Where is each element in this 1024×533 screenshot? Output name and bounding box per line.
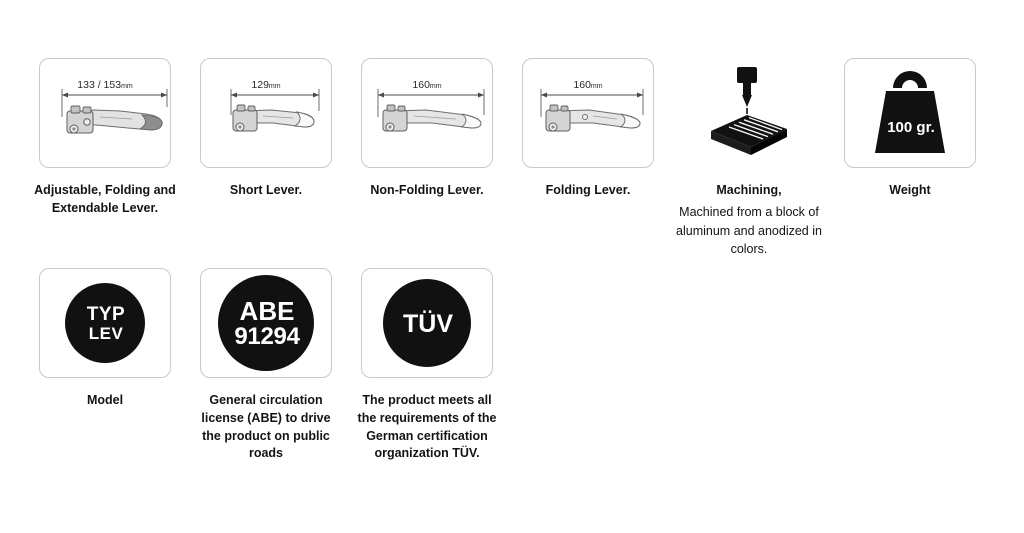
dimension-unit-3: mm [429, 83, 442, 90]
dimension-value-2: 129 [251, 79, 269, 91]
feature-row-2 [38, 268, 521, 463]
tuv-icon-box [361, 268, 493, 378]
dimension-unit-4: mm [590, 83, 603, 90]
dimension-unit-1: mm [121, 83, 133, 90]
tuv-badge-line-1: TÜV [403, 309, 453, 338]
caption-abe-license: General circulation license (ABE) to drive the product on public roads [201, 393, 331, 461]
feature-cell-short-lever [199, 58, 333, 200]
model-badge-line-1: TYP [86, 304, 126, 326]
caption-adjustable-folding-extendable-lever: Adjustable, Folding and Extendable Lever. [34, 183, 176, 215]
dimension-unit-2: mm [268, 83, 281, 90]
caption-model: Model [86, 393, 124, 407]
weight-kettlebell-icon [850, 61, 970, 165]
feature-cell-abe-license [199, 268, 333, 463]
model-badge-line-2: LEV [88, 324, 124, 344]
feature-cell-non-folding-lever [360, 58, 494, 200]
caption-folding-lever: Folding Lever. [545, 183, 631, 197]
feature-cell-machining [676, 58, 822, 259]
feature-cell-adjustable-folding-extendable-lever [34, 58, 176, 218]
lever-icon-box-3 [361, 58, 493, 168]
machining-icon-box [683, 58, 815, 168]
weight-value-label: 100 gr. [887, 119, 935, 136]
caption-machining: Machining, [716, 183, 782, 197]
lever-icon-box-2 [200, 58, 332, 168]
caption-non-folding-lever: Non-Folding Lever. [370, 183, 484, 197]
lever-icon-box-1 [39, 58, 171, 168]
caption-weight: Weight [889, 183, 931, 197]
feature-cell-folding-lever [521, 58, 655, 200]
abe-badge-line-2: 91294 [234, 323, 300, 351]
abe-badge-line-1: ABE [239, 296, 295, 327]
dimension-value-1: 133 / 153 [77, 79, 122, 91]
feature-row-1 [34, 58, 1004, 259]
feature-cell-weight [843, 58, 977, 200]
weight-icon-box [844, 58, 976, 168]
dimension-value-4: 160 [573, 79, 591, 91]
feature-cell-tuv-certification [357, 268, 497, 463]
sub-caption-machining: Machined from a block of aluminum and anodized in colors. [676, 204, 822, 257]
feature-cell-model [38, 268, 172, 410]
caption-tuv-certification: The product meets all the requirements of the German certification organization TÜV. [357, 393, 497, 461]
cnc-milling-icon [689, 59, 809, 167]
caption-short-lever: Short Lever. [229, 183, 303, 197]
model-icon-box [39, 268, 171, 378]
abe-icon-box [200, 268, 332, 378]
lever-icon-box-4 [522, 58, 654, 168]
dimension-value-3: 160 [412, 79, 430, 91]
